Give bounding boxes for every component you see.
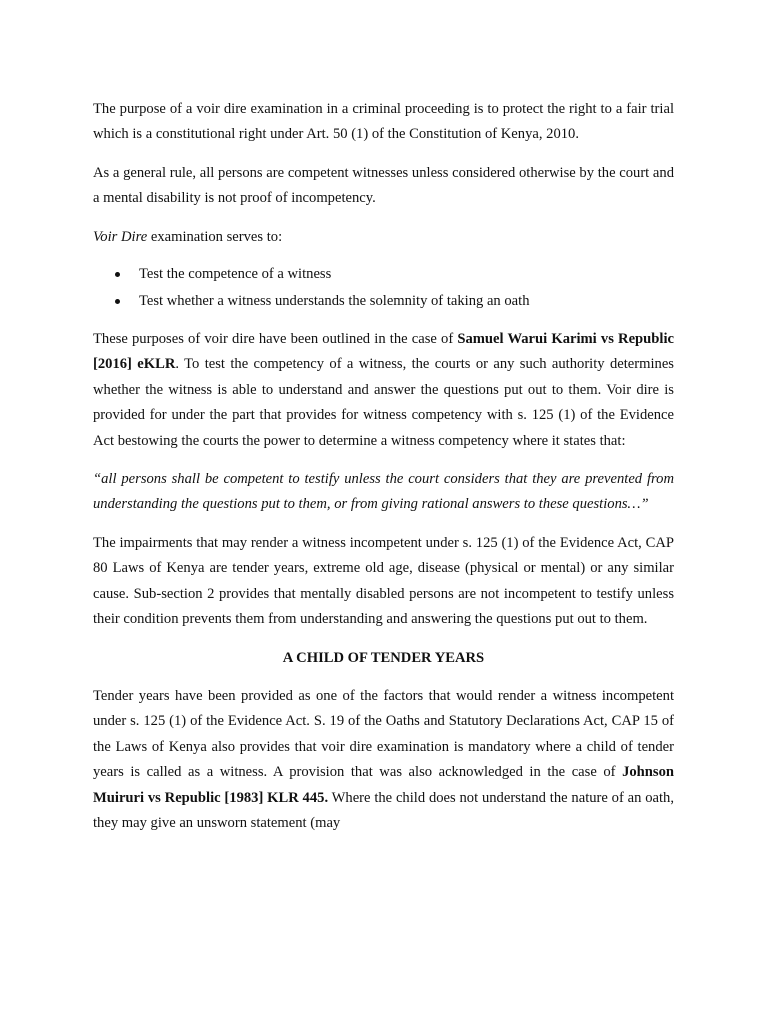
paragraph-general-rule: As a general rule, all persons are competent witnesses unless considered otherwise by the court and a mental disability is not proof of incompetency. — [93, 164, 674, 207]
paragraph-text: Tender years have been provided as one of the factors that would render a witness incompetent under s. 125 (1) of the Evidence Act. S. 19 of the Oaths and Statutory Declarations Act, CAP 15 of the Laws of Kenya also provides that voir dire examination is mandatory where a child of tender years is called as a witness. A provision that was also acknowledged in the case of — [93, 687, 674, 781]
purpose-list — [93, 261, 674, 315]
bullet-icon — [115, 272, 120, 277]
statute-quote: “all persons shall be competent to testify unless the court considers that they are prevented from understanding the questions put to them, or from giving rational answers to these questions…” — [93, 471, 674, 513]
case-citation: Samuel Warui Karimi vs Republic [2016] eKLR — [93, 331, 674, 373]
paragraph-text: . To test the competency of a witness, the courts or any such authority determines whether the witness is able to understand and answer the questions put out to them. Voir dire is provided for under the part that provides for witness competency with s. 125 (1) of the Evidence Act bestowing the courts the power to determine a witness competency where it states that: — [93, 356, 674, 449]
paragraph-case-samuel — [93, 327, 674, 454]
paragraph-impairments: The impairments that may render a witness incompetent under s. 125 (1) of the Evidence Act, CAP 80 Laws of Kenya are tender years, extreme old age, disease (physical or mental) or any similar cause. Sub-section 2 provides that mentally disabled persons are not incompetent to testify unless their condition prevents them from understanding and answering the questions put out to them. — [93, 534, 674, 628]
list-item-text: Test the competence of a witness — [139, 266, 332, 283]
bullet-icon — [115, 299, 120, 304]
paragraph-text: These purposes of voir dire have been outlined in the case of — [93, 331, 458, 348]
paragraph-purpose: The purpose of a voir dire examination in a criminal proceeding is to protect the right to a fair trial which is a constitutional right under Art. 50 (1) of the Constitution of Kenya, 2010. — [93, 101, 674, 143]
paragraph-tender-years — [93, 684, 674, 836]
document-page — [93, 97, 674, 849]
list-item-text: Test whether a witness understands the solemnity of taking an oath — [139, 293, 530, 310]
list-item — [93, 261, 674, 288]
voir-dire-intro-text: examination serves to: — [147, 228, 283, 245]
case-citation: Johnson Muiruri vs Republic [1983] KLR 445. — [93, 764, 674, 806]
section-heading: A CHILD OF TENDER YEARS — [282, 649, 485, 666]
paragraph-voir-dire-intro — [93, 225, 674, 250]
voir-dire-italic: Voir Dire — [93, 228, 148, 245]
list-item — [93, 288, 674, 315]
paragraph-text: Where the child does not understand the nature of an oath, they may give an unsworn statement (may — [93, 789, 674, 831]
